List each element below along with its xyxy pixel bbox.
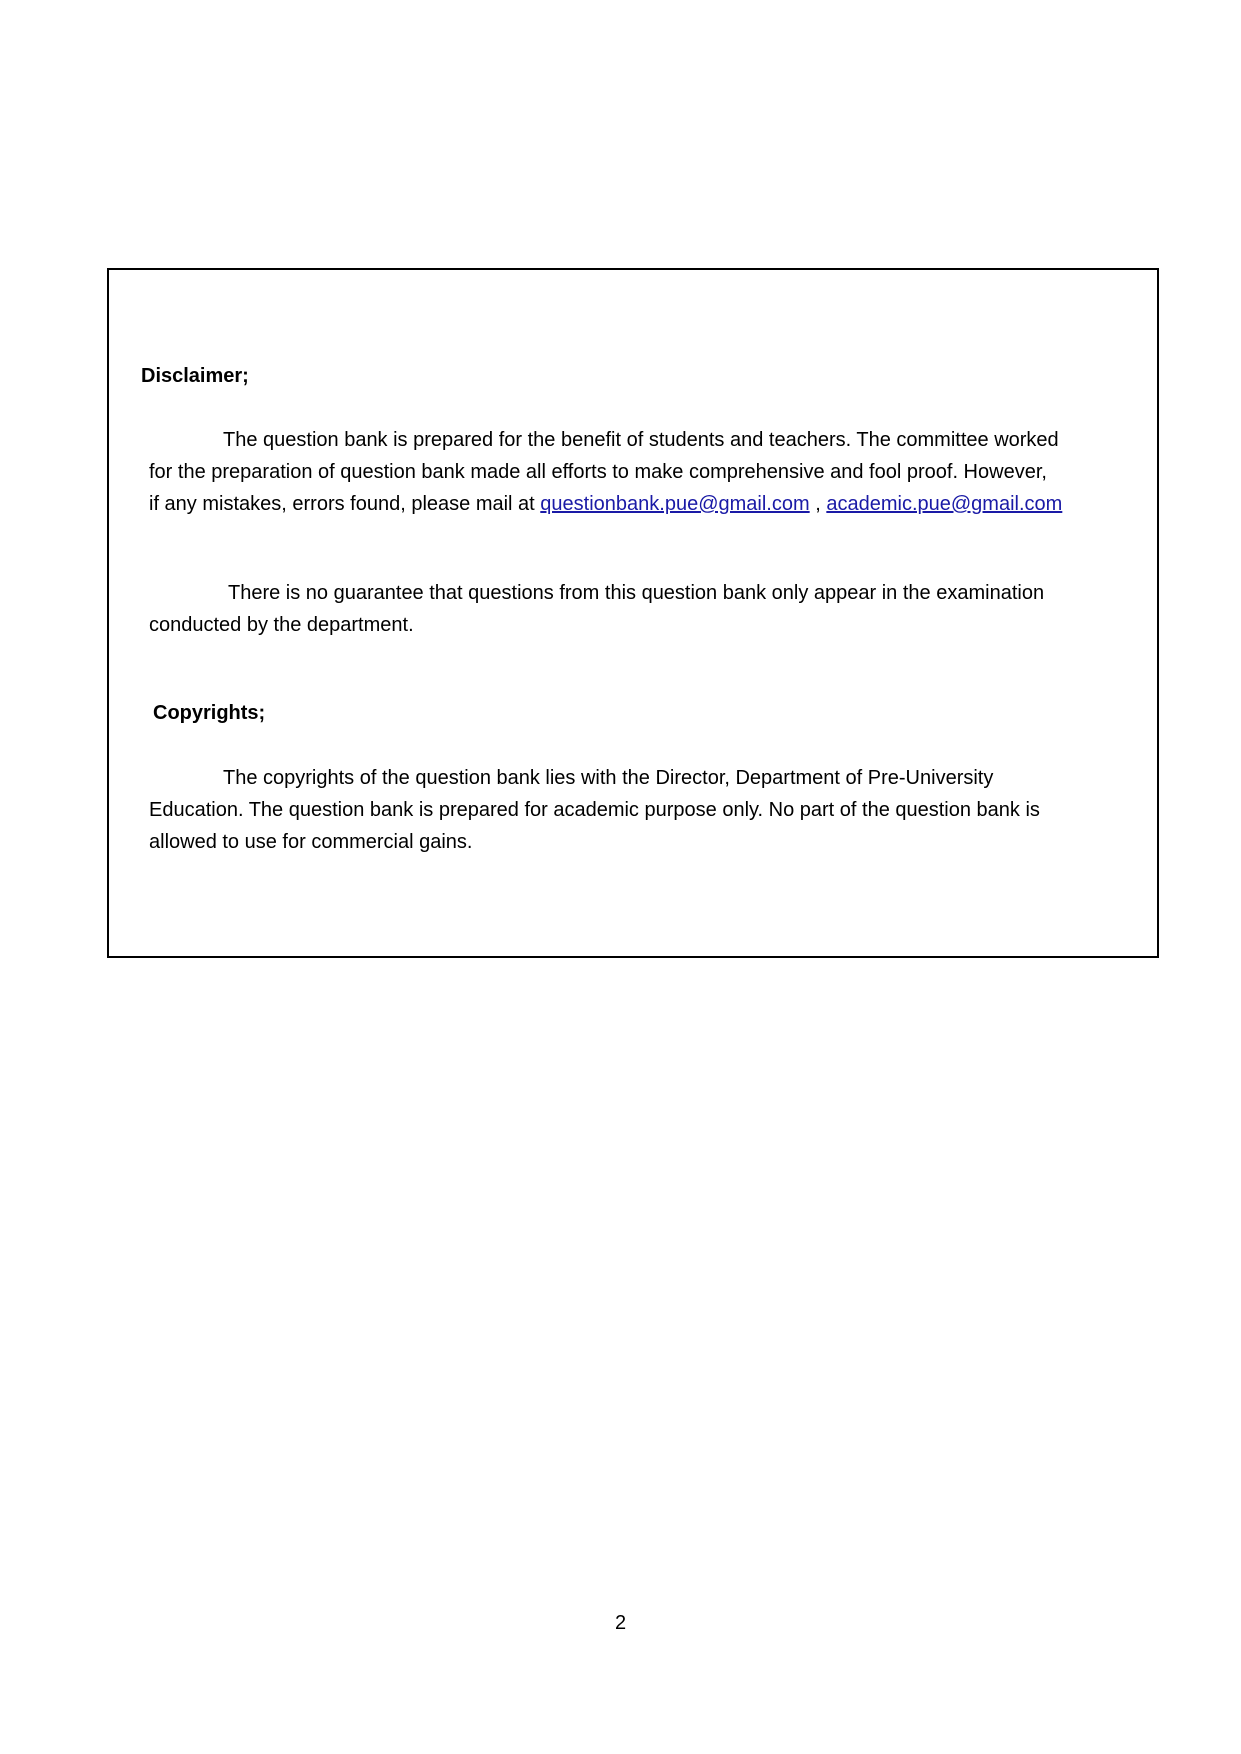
page-number: 2 [614,1612,627,1634]
copyrights-line-3: allowed to use for commercial gains. [149,831,473,853]
disclaimer-p1-line-2: for the preparation of question bank made all efforts to make comprehensive and fool proof. However, [149,461,1047,483]
disclaimer-paragraph-2 [149,577,1109,641]
disclaimer-p2-line-1: There is no guarantee that questions from this question bank only appear in the examination [228,582,1045,604]
email-link-academic[interactable]: academic.pue@gmail.com [826,493,1063,515]
copyrights-paragraph [149,762,1109,858]
disclaimer-p1-line-3: if any mistakes, errors found, please mail at questionbank.pue@gmail.com , academic.pue@gmail.com [149,493,1063,515]
disclaimer-p1-line-1: The question bank is prepared for the benefit of students and teachers. The committee worked [223,429,1059,451]
copyrights-heading: Copyrights; [153,702,266,724]
disclaimer-paragraph-1 [149,424,1109,520]
disclaimer-p2-line-2: conducted by the department. [149,614,414,636]
copyrights-line-1: The copyrights of the question bank lies with the Director, Department of Pre-University [223,767,994,789]
email-link-questionbank[interactable]: questionbank.pue@gmail.com [540,493,810,515]
copyrights-line-2: Education. The question bank is prepared for academic purpose only. No part of the question bank is [149,799,1040,821]
disclaimer-heading: Disclaimer; [141,365,249,387]
